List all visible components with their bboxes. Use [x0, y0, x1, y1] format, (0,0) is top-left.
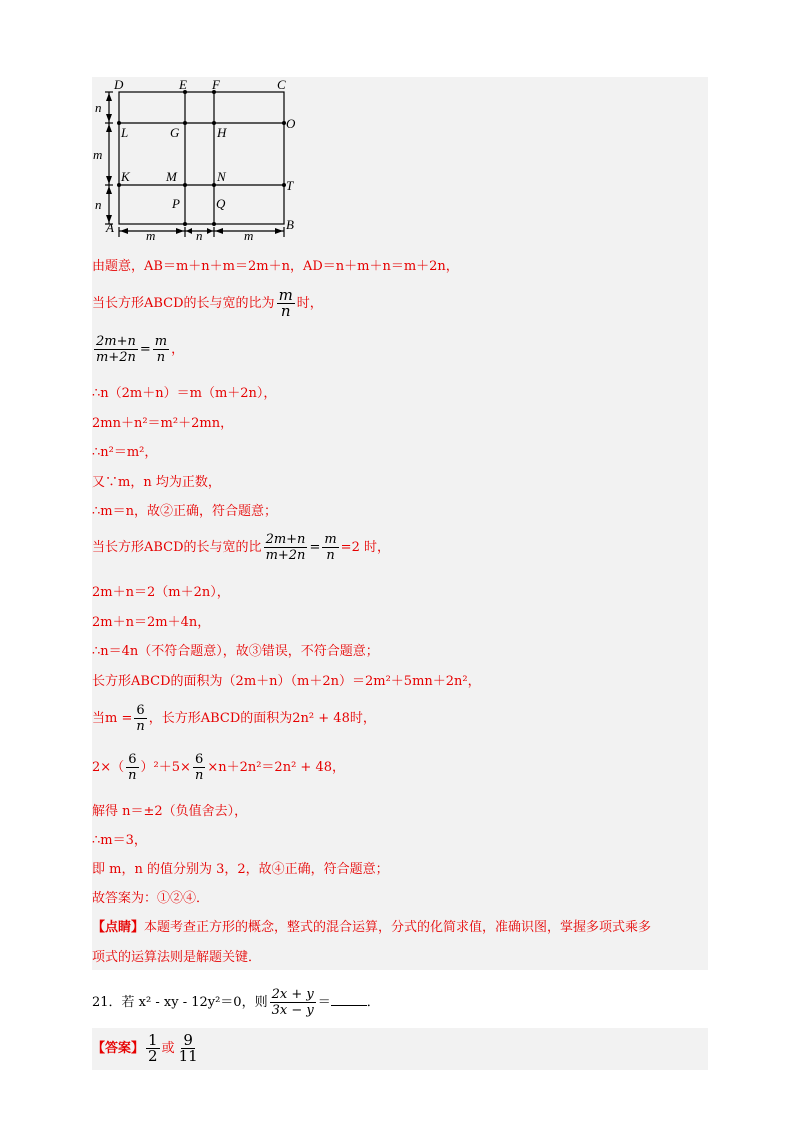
fraction: $\frac{m}{n}$	[278, 286, 293, 320]
dim-left-top: n	[95, 100, 102, 115]
solution-line-5: 2mn＋n²＝m²＋2mn，	[92, 416, 234, 431]
dim-bottom-left: m	[146, 228, 156, 242]
fraction: $\frac{1}{2}$	[148, 1031, 158, 1065]
fraction: $\frac{m}{n}$	[154, 334, 168, 365]
text: ）²＋5×	[140, 760, 191, 775]
equals: =	[139, 342, 151, 357]
answer-tag: 【答案】	[92, 1041, 145, 1056]
fraction: $\frac{6}{n}$	[128, 752, 137, 783]
note-tag: 【点睛】	[92, 920, 145, 935]
note-text: 本题考查正方形的概念，整式的混合运算，分式的化简求值，准确识图，掌握多项式乘多	[144, 920, 652, 935]
solution-line-8: ∴m＝n，故②正确，符合题意；	[92, 504, 277, 519]
solution-line-11: 2m＋n＝2m＋4n，	[92, 615, 211, 630]
text: 或	[161, 1041, 175, 1056]
point-E: E	[179, 77, 187, 92]
point-B: B	[286, 217, 294, 232]
point-F: F	[212, 77, 220, 92]
solution-line-3	[92, 334, 184, 365]
question-21	[92, 987, 380, 1018]
point-L: L	[121, 125, 129, 140]
fraction: $\frac{6}{n}$	[136, 703, 145, 734]
solution-line-16: 解得 n＝±2（负值舍去），	[92, 804, 248, 819]
solution-line-7: 又∵m，n 均为正数，	[92, 475, 221, 490]
solution-line-1: 由题意，AB＝m＋n＋m＝2m＋n，AD＝n＋m＋n＝m＋2n，	[92, 259, 459, 274]
answer-blank	[331, 1005, 367, 1006]
solution-line-9	[92, 532, 390, 563]
dim-bottom-mid: n	[196, 228, 203, 242]
solution-line-13: 长方形ABCD的面积为（2m＋n）（m＋2n）＝2m²＋5mn＋2n²，	[92, 674, 481, 689]
fraction: $\frac{9}{11}$	[178, 1031, 198, 1065]
text: 时，	[296, 296, 323, 311]
equals: ＝	[317, 995, 331, 1010]
point-O: O	[286, 116, 296, 131]
point-N: N	[217, 169, 226, 184]
dim-left-bottom: n	[95, 197, 102, 212]
text: 当m =	[92, 711, 133, 726]
solution-line-12: ∴n＝4n（不符合题意），故③错误，不符合题意；	[92, 644, 379, 659]
solution-line-14	[92, 703, 376, 734]
fraction: $\frac{6}{n}$	[194, 752, 204, 783]
fraction: $\frac{2m+n}{m+2n}$	[265, 532, 306, 563]
question-number: 21．	[92, 995, 122, 1010]
note-line-1	[92, 919, 651, 937]
solution-line-4: ∴n（2m＋n）＝m（m＋2n），	[92, 386, 277, 401]
solution-line-15	[92, 752, 345, 783]
point-T: T	[286, 178, 294, 193]
dim-left-mid: m	[93, 147, 103, 162]
note-line-2: 项式的运算法则是解题关键．	[92, 950, 262, 965]
text: 当长方形ABCD的长与宽的比	[92, 540, 262, 555]
text: =2 时，	[340, 540, 390, 555]
period: ．	[366, 995, 380, 1010]
rectangle-figure	[92, 77, 302, 242]
point-G: G	[170, 125, 180, 140]
point-Q: Q	[216, 196, 226, 211]
answer-line	[92, 1033, 202, 1064]
point-D: D	[114, 77, 124, 92]
dim-bottom-right: m	[244, 228, 254, 242]
solution-line-10: 2m＋n＝2（m＋2n），	[92, 585, 230, 600]
text: ，	[171, 342, 185, 357]
question-text: 若 x² - xy - 12y²＝0，则	[121, 995, 268, 1010]
point-A: A	[106, 220, 114, 235]
text: 2×（	[92, 760, 125, 775]
text: ×n＋2n²＝2n² + 48，	[207, 760, 345, 775]
point-K: K	[121, 169, 130, 184]
point-M: M	[166, 169, 177, 184]
point-P: P	[172, 196, 180, 211]
fraction: $\frac{2x + y}{3x - y}$	[271, 987, 314, 1018]
solution-line-6: ∴n²＝m²，	[92, 445, 158, 460]
solution-line-18: 即 m，n 的值分别为 3，2，故④正确，符合题意；	[92, 862, 389, 877]
text: 当长方形ABCD的长与宽的比为	[92, 296, 275, 311]
equals: =	[309, 540, 321, 555]
fraction: $\frac{2m+n}{m+2n}$	[96, 334, 136, 365]
point-C: C	[277, 77, 286, 92]
solution-line-2	[92, 288, 323, 319]
point-H: H	[217, 125, 227, 140]
solution-line-19: 故答案为：①②④．	[92, 891, 210, 906]
text: ，长方形ABCD的面积为2n² + 48时，	[148, 711, 376, 726]
solution-line-17: ∴m＝3，	[92, 833, 147, 848]
fraction: $\frac{m}{n}$	[324, 532, 337, 563]
